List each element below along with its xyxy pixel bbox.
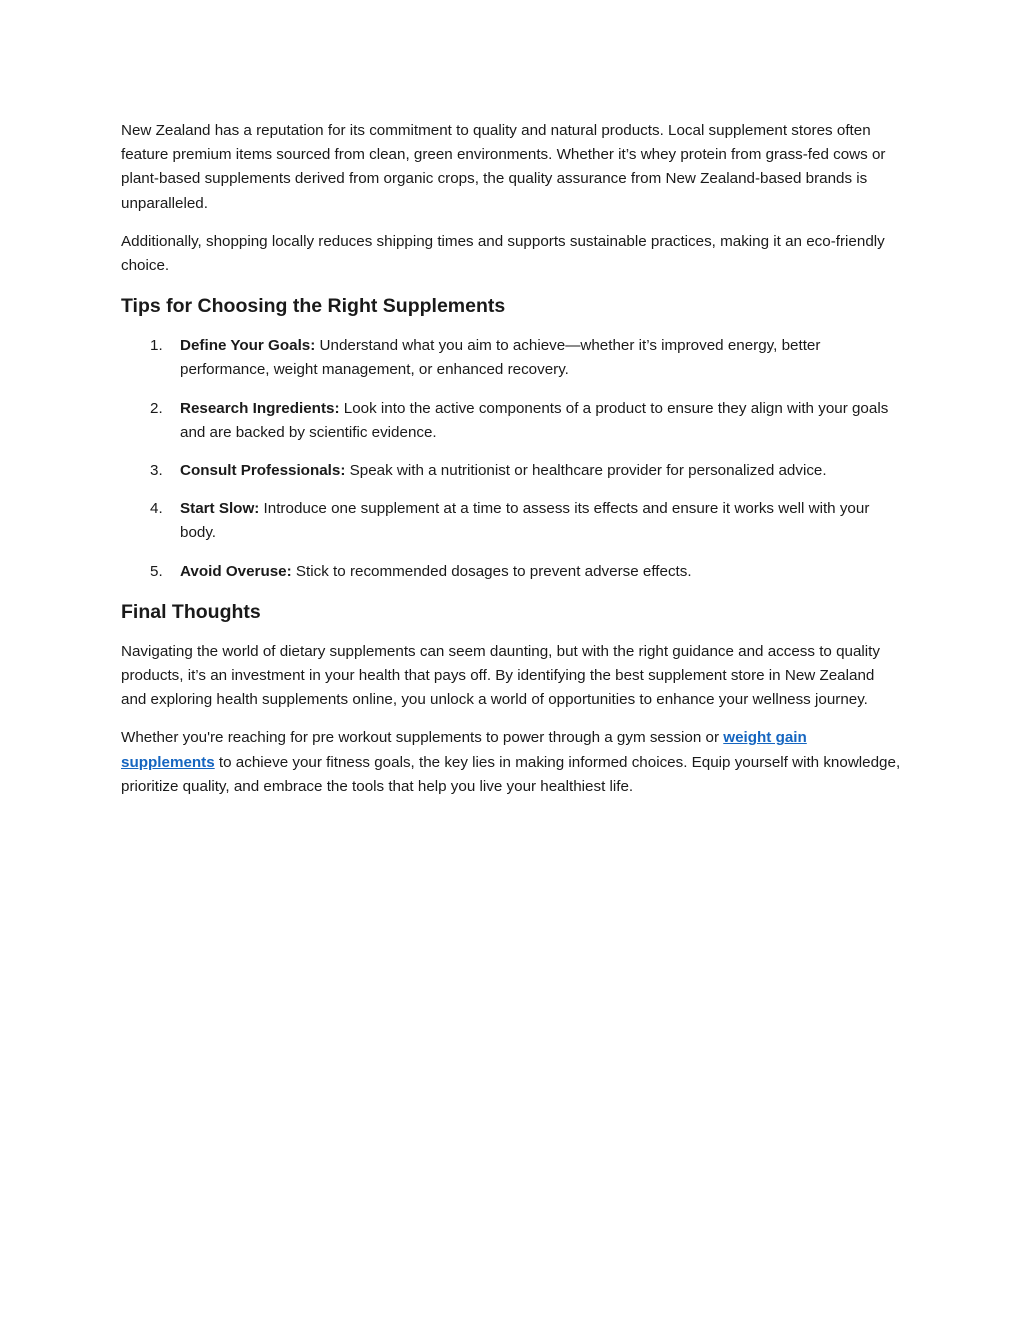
tip-term: Consult Professionals: [180,462,346,480]
tips-list [121,334,903,584]
tip-text: Speak with a nutritionist or healthcare provider for personalized advice. [345,462,827,480]
closing-text-after: to achieve your fitness goals, the key lies in making informed choices. Equip yourself with knowledge, prioritize quality, and embrace the tools that help you live your healthiest life. [121,753,901,795]
sustainability-paragraph: Additionally, shopping locally reduces shipping times and supports sustainable practices, making it an eco-friendly choice. [121,232,885,275]
list-number: 2. [150,399,163,417]
tip-text: Look into the active components of a product to ensure they align with your goals and are backed by scientific evidence. [180,399,889,441]
tip-item-consult-professionals [121,459,903,483]
tip-item-define-goals [121,334,903,382]
final-paragraph: Navigating the world of dietary supplements can seem daunting, but with the right guidance and access to quality products, it’s an investment in your health that pays off. By identifying the best supplement store in New Zealand and exploring health supplements online, you unlock a world of opportunities to enhance your wellness journey. [121,642,880,709]
final-thoughts-heading: Final Thoughts [121,600,261,623]
tip-term: Avoid Overuse: [180,562,292,580]
tip-text: Stick to recommended dosages to prevent adverse effects. [291,562,692,580]
intro-paragraph: New Zealand has a reputation for its commitment to quality and natural products. Local supplement stores often feature premium items sourced from clean, green environments. Whether it’s whey protein from grass-fed cows or plant-based supplements derived from organic crops, the quality assurance from New Zealand-based brands is unparalleled. [121,122,886,212]
tip-text: Introduce one supplement at a time to assess its effects and ensure it works well with your body. [180,500,870,542]
weight-gain-supplements-link[interactable]: weight gain supplements [121,729,807,771]
list-number: 5. [150,562,163,580]
tip-term: Define Your Goals: [180,337,316,355]
tip-item-start-slow [121,497,903,545]
tip-item-research-ingredients [121,397,903,445]
list-number: 4. [150,500,163,518]
list-number: 1. [150,337,163,355]
list-number: 3. [150,462,163,480]
tip-term: Research Ingredients: [180,399,340,417]
tip-text: Understand what you aim to achieve—whether it’s improved energy, better performance, weight management, or enhanced recovery. [180,337,821,379]
document-page [121,119,903,799]
closing-text-before: Whether you're reaching for pre workout supplements to power through a gym session or [121,729,724,747]
tip-term: Start Slow: [180,500,260,518]
tips-heading: Tips for Choosing the Right Supplements [121,295,506,318]
closing-paragraph [121,726,903,799]
tip-item-avoid-overuse [121,560,903,584]
